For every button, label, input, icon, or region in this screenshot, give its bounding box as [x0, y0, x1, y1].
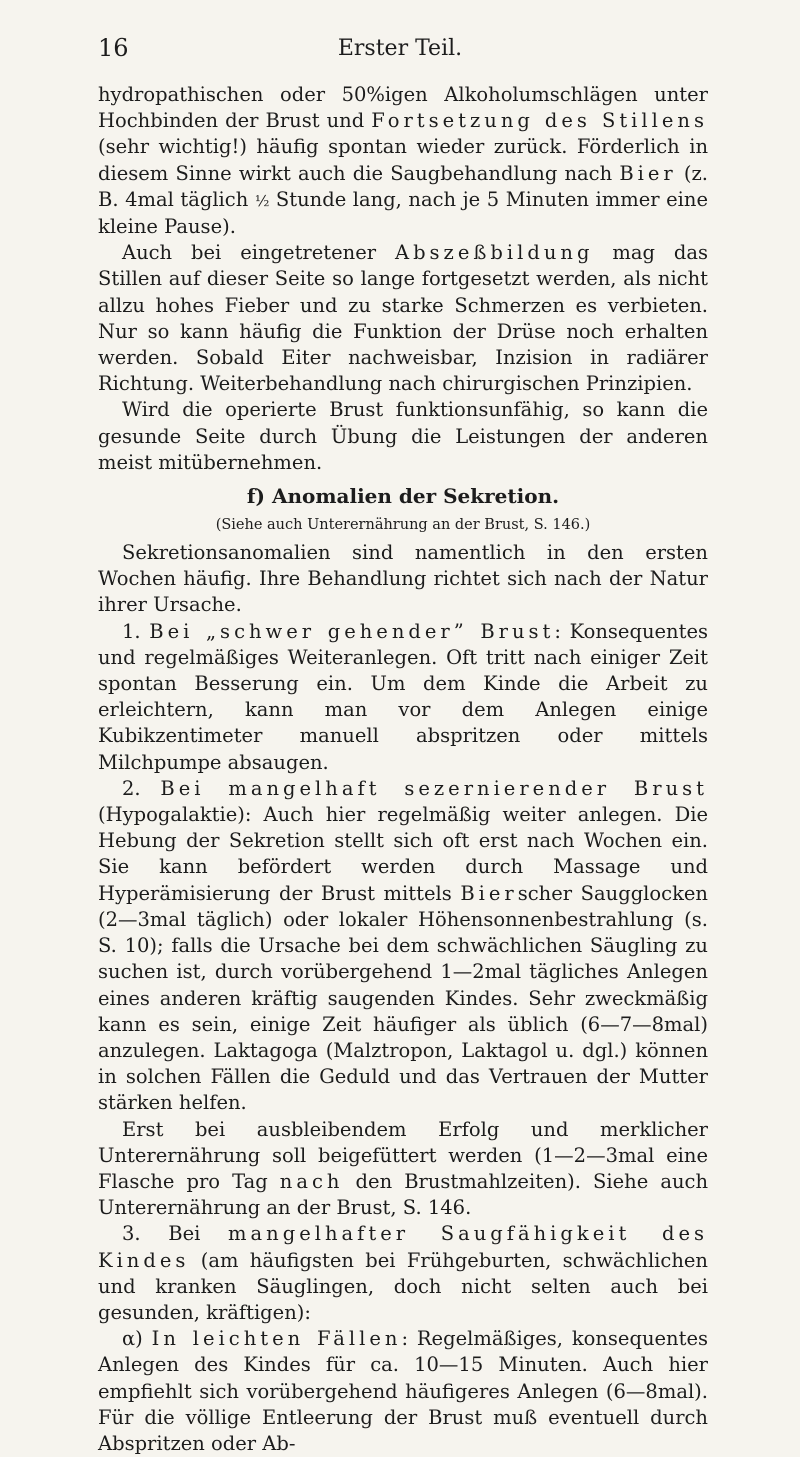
- fraction: ½: [254, 191, 270, 210]
- text-run: : Konsequentes und regelmäßiges Weiteranlegen. Oft tritt nach einiger Zeit spontan Besserung ein. Um dem Kinde die Arbeit zu erleichtern, kann man vor dem Anlegen einige Kubikzentimeter manuell abspritzen oder mittels Milchpumpe absaugen.: [98, 619, 708, 774]
- page-number: 16: [98, 34, 129, 62]
- paragraph: [98, 776, 708, 1117]
- emphasis-spaced: Abszeßbildung: [394, 241, 594, 265]
- paragraph: Sekretionsanomalien sind namentlich in den ersten Wochen häufig. Ihre Behandlung richtet sich nach der Natur ihrer Ursache.: [98, 541, 708, 617]
- emphasis-spaced: Bei „schwer gehender” Brust: [149, 619, 555, 643]
- emphasis-spaced: Bei mangelhaft sezernierender Brust: [160, 776, 708, 800]
- paragraph: [98, 82, 708, 240]
- paragraph: [98, 1221, 708, 1326]
- emphasis-spaced: Fortsetzung des Stillens: [371, 109, 708, 133]
- section-note: (Siehe auch Unterernährung an der Brust, S. 146.): [215, 517, 591, 534]
- text-run: (Hypogalaktie): Auch hier regelmäßig weiter anlegen. Die Hebung der Sekretion stellt sich oft erst nach Wochen ein. Sie kann befördert werden durch Massage und Hyperämisierung der Brust mittels: [98, 803, 708, 905]
- text-run: (z. B. 4mal täglich: [98, 161, 708, 211]
- paragraph: [98, 619, 708, 776]
- text-run: 1.: [122, 619, 150, 643]
- text-run: Stunde lang, nach je 5 Minuten immer eine kleine Pause).: [98, 187, 708, 239]
- text-run: (sehr wichtig!) häufig spontan wieder zurück. Förderlich in diesem Sinne wirkt auch die Saugbehandlung nach: [98, 135, 708, 185]
- text-run: scher Saugglocken (2—3mal täglich) oder lokaler Höhensonnenbestrahlung (s. S. 10); falls die Ursache bei dem schwächlichen Säugling zu suchen ist, durch vorübergehend 1—2mal tägliches Anlegen eines anderen kräftig saugenden Kindes. Sehr zweckmäßig kann es sein, einige Zeit häufiger als üblich (6—7—8mal) anzulegen. Laktagoga (Malztropon, Laktagol u. dgl.) können in solchen Fällen die Geduld und das Vertrauen der Mutter stärken helfen.: [98, 881, 708, 1115]
- body-text: [98, 82, 708, 1457]
- text-run: α): [122, 1327, 152, 1351]
- paragraph: [98, 240, 708, 397]
- emphasis-spaced: In leichten Fällen: [151, 1327, 402, 1351]
- text-run: : Regelmäßiges, konsequentes Anlegen des Kindes für ca. 10—15 Minuten. Auch hier empfiehlt sich vorübergehend häufigeres Anlegen (6—8mal). Für die völlige Entleerung der Brust muß eventuell durch Abspritzen oder Ab-: [98, 1327, 709, 1455]
- text-run: Erst bei ausbleibendem Erfolg und merklicher Unterernährung soll beigefüttert werden (1—2—3mal eine Flasche pro Tag: [98, 1117, 708, 1193]
- text-run: 2.: [122, 776, 161, 800]
- paragraph: [98, 1117, 708, 1222]
- emphasis-spaced: nach: [279, 1169, 344, 1193]
- text-run: 3. Bei: [122, 1222, 229, 1246]
- paragraph: Wird die operierte Brust funktionsunfähig, so kann die gesunde Seite durch Übung die Leistungen der anderen meist mitübernehmen.: [98, 398, 708, 474]
- running-head: Erster Teil.: [337, 36, 463, 61]
- text-run: (am häufigsten bei Frühgeburten, schwächlichen und kranken Säuglingen, doch nicht selten auch bei gesunden, kräftigen):: [98, 1248, 708, 1324]
- text-run: den Brustmahlzeiten). Siehe auch Unterernährung an der Brust, S. 146.: [98, 1169, 708, 1220]
- section-title: f) Anomalien der Sekretion.: [246, 484, 560, 509]
- emphasis-spaced: Bier: [460, 881, 518, 905]
- page-header: [98, 34, 702, 64]
- emphasis-spaced: mangelhafter Saugfähigkeit des Kindes: [98, 1222, 708, 1272]
- text-run: hydropathischen oder 50%igen Alkoholumschlägen unter Hochbinden der Brust und: [98, 83, 708, 133]
- paragraph: [98, 1326, 708, 1457]
- text-run: Auch bei eingetretener: [122, 241, 395, 265]
- emphasis-spaced: Bier: [619, 161, 677, 185]
- text-run: mag das Stillen auf dieser Seite so lange fortgesetzt werden, als nicht allzu hohes Fieber und zu starke Schmerzen es verbieten. Nur so kann häufig die Funktion der Drüse noch erhalten werden. Sobald Eiter nachweisbar, Inzision in radiärer Richtung. Weiterbehandlung nach chirurgischen Prinzipien.: [98, 241, 708, 396]
